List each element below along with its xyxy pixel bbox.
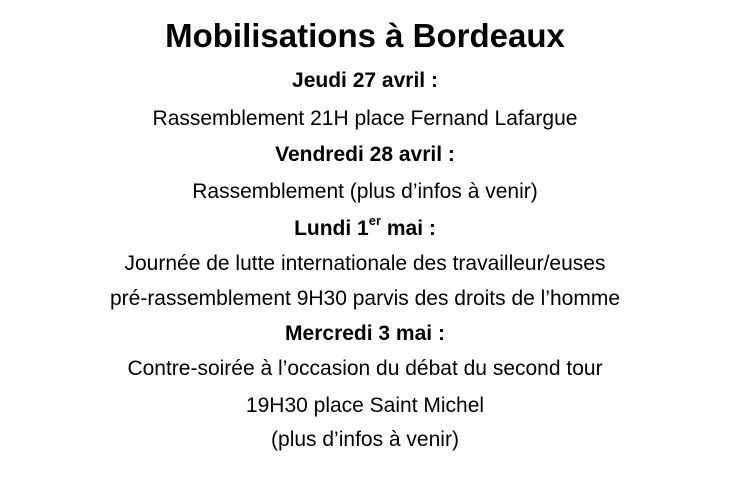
event-day-thursday: Jeudi 27 avril : (292, 69, 438, 92)
event-day-friday: Vendredi 28 avril : (275, 143, 455, 166)
event-detail: pré-rassemblement 9H30 parvis des droits de l’homme (109, 287, 621, 310)
event-day-wednesday: Mercredi 3 mai : (285, 322, 445, 345)
event-day-monday (0, 213, 730, 242)
event-day-suffix: mai : (381, 217, 436, 240)
event-day-prefix: Lundi 1 (294, 217, 369, 240)
event-detail: Rassemblement 21H place Fernand Lafargue (152, 107, 578, 130)
event-detail: Rassemblement (plus d’infos à venir) (192, 180, 538, 203)
event-detail: (plus d’infos à venir) (271, 428, 459, 451)
event-detail: Contre-soirée à l’occasion du débat du second tour (127, 357, 603, 380)
event-detail: Journée de lutte internationale des travailleur/euses (124, 252, 606, 275)
event-detail: 19H30 place Saint Michel (245, 394, 485, 417)
page-title: Mobilisations à Bordeaux (165, 17, 565, 54)
event-day-ordinal: er (368, 213, 382, 228)
